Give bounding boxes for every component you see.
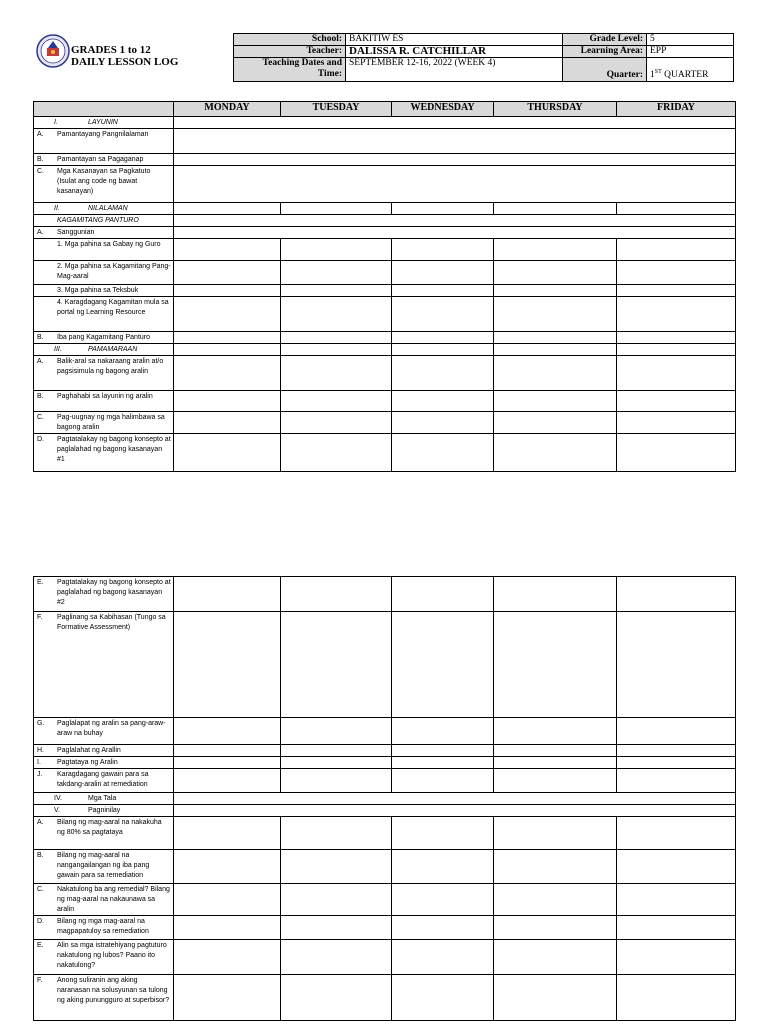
- lesson-row: [34, 434, 736, 472]
- row-text: Mga Tala: [88, 795, 117, 802]
- row-key: V.: [54, 807, 60, 814]
- row-text: Bilang ng mga mag-aaral na magpapatuloy sa remediation: [57, 918, 149, 935]
- day-entry-cell[interactable]: [617, 412, 736, 434]
- day-entry-cell[interactable]: [174, 203, 281, 215]
- row-label-cell: [34, 129, 174, 154]
- row-key: C.: [37, 886, 44, 893]
- row-key: F.: [37, 614, 43, 621]
- row-label-cell: [34, 215, 174, 227]
- lesson-row: [34, 975, 736, 1021]
- day-entry-cell[interactable]: [174, 745, 281, 757]
- row-text: Bilang ng mag-aaral na nangangailangan ng iba pang gawain para sa remediation: [57, 852, 150, 879]
- row-text: Paglalapat ng aralin sa pang-araw-araw na buhay: [57, 720, 166, 737]
- day-entry-cell[interactable]: [392, 344, 494, 356]
- day-entry-cell[interactable]: [494, 356, 617, 391]
- merged-entry-cell[interactable]: [174, 793, 736, 805]
- row-key: [34, 240, 57, 250]
- day-entry-cell[interactable]: [281, 203, 392, 215]
- row-key: H.: [37, 747, 44, 754]
- day-entry-cell[interactable]: [617, 817, 736, 850]
- quarter-value: [647, 58, 734, 82]
- row-key: J.: [37, 771, 43, 778]
- day-entry-cell[interactable]: [494, 239, 617, 261]
- row-label-cell: [34, 805, 174, 817]
- lesson-row: [34, 793, 736, 805]
- day-entry-cell[interactable]: [174, 285, 281, 297]
- row-label-cell: [34, 850, 174, 884]
- day-entry-cell[interactable]: [281, 356, 392, 391]
- row-label-cell: [34, 975, 174, 1021]
- day-entry-cell[interactable]: [174, 391, 281, 412]
- row-text: Pag-uugnay ng mga halimbawa sa bagong aralin: [57, 414, 165, 431]
- row-text: Pagtatalakay ng bagong konsepto at paglalahad ng bagong kasanayan #2: [57, 579, 171, 606]
- row-text: 2. Mga pahina sa Kagamitang Pang-Mag-aaral: [57, 263, 171, 280]
- row-key: C.: [37, 168, 44, 175]
- day-entry-cell[interactable]: [281, 434, 392, 472]
- lesson-row: [34, 166, 736, 203]
- row-label-cell: [34, 356, 174, 391]
- day-entry-cell[interactable]: [617, 916, 736, 940]
- row-text: NILALAMAN: [88, 205, 128, 212]
- row-key: A.: [37, 229, 44, 236]
- day-entry-cell[interactable]: [494, 203, 617, 215]
- row-label-cell: [34, 745, 174, 757]
- row-text: Karagdagang gawain para sa takdang-aralin at remediation: [57, 771, 149, 788]
- row-text: Pamantayan sa Pagaganap: [57, 156, 144, 163]
- day-entry-cell[interactable]: [174, 975, 281, 1021]
- learning-area-label: Learning Area:: [563, 46, 647, 58]
- lesson-row: [34, 239, 736, 261]
- day-entry-cell[interactable]: [392, 261, 494, 285]
- lesson-row: [34, 391, 736, 412]
- day-entry-cell[interactable]: [617, 612, 736, 718]
- lesson-row: [34, 344, 736, 356]
- row-label-cell: [34, 817, 174, 850]
- row-key: D.: [37, 436, 44, 443]
- lesson-row: [34, 227, 736, 239]
- day-entry-cell[interactable]: [392, 817, 494, 850]
- day-entry-cell[interactable]: [281, 577, 392, 612]
- day-entry-cell[interactable]: [281, 285, 392, 297]
- day-entry-cell[interactable]: [617, 850, 736, 884]
- lesson-row: [34, 332, 736, 344]
- lesson-row: [34, 940, 736, 975]
- day-header: FRIDAY: [617, 102, 736, 117]
- day-entry-cell[interactable]: [392, 757, 494, 769]
- row-text: Pagtatalakay ng bagong konsepto at paglalahad ng bagong kasanayan #1: [57, 436, 171, 463]
- day-entry-cell[interactable]: [392, 577, 494, 612]
- corner-cell: [34, 102, 174, 117]
- day-entry-cell[interactable]: [494, 745, 617, 757]
- row-key: A.: [37, 358, 44, 365]
- lesson-row: [34, 884, 736, 916]
- lesson-row: [34, 916, 736, 940]
- day-entry-cell[interactable]: [392, 285, 494, 297]
- day-entry-cell[interactable]: [174, 940, 281, 975]
- day-entry-cell[interactable]: [392, 391, 494, 412]
- lesson-row: [34, 261, 736, 285]
- row-label-cell: [34, 793, 174, 805]
- row-key: II.: [54, 205, 60, 212]
- day-entry-cell[interactable]: [617, 757, 736, 769]
- day-entry-cell[interactable]: [617, 261, 736, 285]
- lesson-row: [34, 718, 736, 745]
- row-label-cell: [34, 166, 174, 203]
- lesson-row: [34, 745, 736, 757]
- lesson-row: [34, 285, 736, 297]
- lesson-log-table-page1: [33, 101, 736, 472]
- day-entry-cell[interactable]: [281, 850, 392, 884]
- day-entry-cell[interactable]: [617, 884, 736, 916]
- merged-entry-cell[interactable]: [174, 227, 736, 239]
- day-entry-cell[interactable]: [494, 817, 617, 850]
- day-entry-cell[interactable]: [392, 203, 494, 215]
- day-entry-cell[interactable]: [174, 718, 281, 745]
- row-key: B.: [37, 334, 44, 341]
- form-title-line1: GRADES 1 to 12: [71, 44, 151, 56]
- day-entry-cell[interactable]: [281, 261, 392, 285]
- row-key: I.: [37, 759, 41, 766]
- lesson-log-table-page2: [33, 576, 736, 1021]
- day-entry-cell[interactable]: [174, 332, 281, 344]
- form-title: [71, 44, 178, 68]
- day-entry-cell[interactable]: [281, 332, 392, 344]
- day-entry-cell[interactable]: [494, 916, 617, 940]
- quarter-word: QUARTER: [661, 70, 709, 80]
- row-label-cell: [34, 344, 174, 356]
- row-text: Bilang ng mag-aaral na nakakuha ng 80% sa pagtataya: [57, 819, 162, 836]
- day-entry-cell[interactable]: [392, 916, 494, 940]
- row-label-cell: [34, 612, 174, 718]
- day-entry-cell[interactable]: [494, 757, 617, 769]
- row-key: [34, 298, 57, 318]
- day-entry-cell[interactable]: [174, 884, 281, 916]
- day-entry-cell[interactable]: [392, 975, 494, 1021]
- day-header: THURSDAY: [494, 102, 617, 117]
- deped-seal-logo: [36, 34, 70, 68]
- lesson-row: [34, 215, 736, 227]
- day-entry-cell[interactable]: [494, 434, 617, 472]
- row-text: 3. Mga pahina sa Teksbuk: [57, 287, 139, 294]
- row-text: Nakatulong ba ang remedial? Bilang ng mag-aaral na nakaunawa sa aralin: [57, 886, 170, 913]
- day-entry-cell[interactable]: [174, 817, 281, 850]
- row-label-cell: [34, 239, 174, 261]
- row-label-cell: [34, 412, 174, 434]
- row-key: E.: [37, 942, 44, 949]
- day-entry-cell[interactable]: [617, 769, 736, 793]
- day-entry-cell[interactable]: [617, 434, 736, 472]
- day-header: MONDAY: [174, 102, 281, 117]
- row-key: B.: [37, 393, 44, 400]
- row-text: Paglinang sa Kabihasan (Tungo sa Formative Assessment): [57, 614, 166, 631]
- row-key: [34, 216, 57, 226]
- day-entry-cell[interactable]: [392, 769, 494, 793]
- row-key: B.: [37, 156, 44, 163]
- lesson-row: [34, 817, 736, 850]
- row-text: Sanggunian: [57, 229, 95, 236]
- day-entry-cell[interactable]: [617, 975, 736, 1021]
- day-entry-cell[interactable]: [494, 344, 617, 356]
- row-key: IV.: [54, 795, 62, 802]
- day-entry-cell[interactable]: [494, 297, 617, 332]
- day-entry-cell[interactable]: [494, 769, 617, 793]
- day-entry-cell[interactable]: [617, 940, 736, 975]
- day-entry-cell[interactable]: [281, 884, 392, 916]
- row-text: Paglalahat ng Arallin: [57, 747, 121, 754]
- day-entry-cell[interactable]: [392, 612, 494, 718]
- row-label-cell: [34, 434, 174, 472]
- day-entry-cell[interactable]: [494, 577, 617, 612]
- teacher-label: Teacher:: [234, 46, 346, 58]
- merged-entry-cell[interactable]: [174, 805, 736, 817]
- day-entry-cell[interactable]: [281, 975, 392, 1021]
- row-key: F.: [37, 977, 43, 984]
- day-entry-cell[interactable]: [174, 577, 281, 612]
- day-entry-cell[interactable]: [174, 412, 281, 434]
- day-entry-cell[interactable]: [392, 940, 494, 975]
- day-entry-cell[interactable]: [494, 391, 617, 412]
- row-text: Alin sa mga istratehiyang pagtuturo nakatulong ng lubos? Paano ito nakatulong?: [57, 942, 167, 969]
- day-entry-cell[interactable]: [174, 612, 281, 718]
- row-text: Paghahabi sa layunin ng aralin: [57, 393, 153, 400]
- dates-label: Teaching Dates and Time:: [234, 58, 346, 82]
- row-text: Balik-aral sa nakaraang aralin at/o pagsisimula ng bagong aralin: [57, 358, 164, 375]
- row-label-cell: [34, 297, 174, 332]
- day-entry-cell[interactable]: [392, 332, 494, 344]
- row-key: E.: [37, 579, 44, 586]
- row-text: KAGAMITANG PANTURO: [57, 217, 139, 224]
- quarter-label: Quarter:: [563, 58, 647, 82]
- day-header: WEDNESDAY: [392, 102, 494, 117]
- row-label-cell: [34, 117, 174, 129]
- lesson-row: [34, 154, 736, 166]
- day-entry-cell[interactable]: [617, 297, 736, 332]
- day-entry-cell[interactable]: [281, 916, 392, 940]
- day-entry-cell[interactable]: [494, 975, 617, 1021]
- row-key: A.: [37, 131, 44, 138]
- dates-value: SEPTEMBER 12-16, 2022 (WEEK 4): [346, 58, 563, 82]
- header-info-table: [233, 33, 734, 82]
- lesson-row: [34, 203, 736, 215]
- day-entry-cell[interactable]: [281, 239, 392, 261]
- merged-entry-cell[interactable]: [174, 154, 736, 166]
- row-text: Mga Kasanayan sa Pagkatuto (Isulat ang code ng bawat kasanayan): [57, 168, 151, 195]
- day-entry-cell[interactable]: [392, 412, 494, 434]
- grade-level-label: Grade Level:: [563, 34, 647, 46]
- row-text: PAMAMARAAN: [88, 346, 138, 353]
- lesson-row: [34, 577, 736, 612]
- day-entry-cell[interactable]: [174, 344, 281, 356]
- row-label-cell: [34, 577, 174, 612]
- row-text: Anong suliranin ang aking naranasan na solusyunan sa tulong ng aking punungguro at superbisor?: [57, 977, 170, 1004]
- merged-entry-cell[interactable]: [174, 117, 736, 129]
- day-entry-cell[interactable]: [392, 434, 494, 472]
- day-entry-cell[interactable]: [281, 940, 392, 975]
- form-title-line2: DAILY LESSON LOG: [71, 56, 179, 68]
- day-entry-cell[interactable]: [174, 261, 281, 285]
- day-entry-cell[interactable]: [174, 757, 281, 769]
- row-label-cell: [34, 332, 174, 344]
- row-key: C.: [37, 414, 44, 421]
- row-key: I.: [54, 119, 58, 126]
- day-entry-cell[interactable]: [174, 356, 281, 391]
- merged-entry-cell[interactable]: [174, 215, 736, 227]
- day-entry-cell[interactable]: [281, 745, 392, 757]
- lesson-row: [34, 117, 736, 129]
- day-entry-cell[interactable]: [617, 285, 736, 297]
- day-entry-cell[interactable]: [174, 434, 281, 472]
- day-entry-cell[interactable]: [494, 884, 617, 916]
- lesson-row: [34, 356, 736, 391]
- row-text: LAYUNIN: [88, 119, 118, 126]
- row-key: [34, 286, 57, 296]
- day-entry-cell[interactable]: [494, 261, 617, 285]
- day-entry-cell[interactable]: [174, 297, 281, 332]
- day-entry-cell[interactable]: [392, 884, 494, 916]
- day-entry-cell[interactable]: [174, 850, 281, 884]
- lesson-row: [34, 769, 736, 793]
- row-key: [34, 262, 57, 282]
- quarter-number: 1: [650, 70, 655, 80]
- learning-area-value: EPP: [647, 46, 734, 58]
- day-entry-cell[interactable]: [494, 285, 617, 297]
- row-label-cell: [34, 227, 174, 239]
- day-entry-cell[interactable]: [392, 850, 494, 884]
- row-label-cell: [34, 391, 174, 412]
- row-text: 4. Karagdagang Kagamitan mula sa portal ng Learning Resource: [57, 299, 169, 316]
- school-label: School:: [234, 34, 346, 46]
- merged-entry-cell[interactable]: [174, 166, 736, 203]
- row-label-cell: [34, 154, 174, 166]
- school-value: BAKITIW ES: [346, 34, 563, 46]
- day-entry-cell[interactable]: [617, 344, 736, 356]
- day-entry-cell[interactable]: [617, 239, 736, 261]
- merged-entry-cell[interactable]: [174, 129, 736, 154]
- row-key: III.: [54, 346, 62, 353]
- row-key: A.: [37, 819, 44, 826]
- row-key: D.: [37, 918, 44, 925]
- day-entry-cell[interactable]: [494, 332, 617, 344]
- day-entry-cell[interactable]: [281, 769, 392, 793]
- lesson-row: [34, 129, 736, 154]
- lesson-row: [34, 612, 736, 718]
- day-header-row: [34, 102, 736, 117]
- day-entry-cell[interactable]: [494, 612, 617, 718]
- row-label-cell: [34, 940, 174, 975]
- row-label-cell: [34, 718, 174, 745]
- lesson-row: [34, 297, 736, 332]
- day-entry-cell[interactable]: [392, 356, 494, 391]
- day-entry-cell[interactable]: [281, 297, 392, 332]
- quarter-suffix: ST: [654, 68, 662, 75]
- day-entry-cell[interactable]: [281, 757, 392, 769]
- row-label-cell: [34, 769, 174, 793]
- day-entry-cell[interactable]: [494, 940, 617, 975]
- day-entry-cell[interactable]: [494, 718, 617, 745]
- day-entry-cell[interactable]: [617, 391, 736, 412]
- row-label-cell: [34, 757, 174, 769]
- day-entry-cell[interactable]: [392, 239, 494, 261]
- day-entry-cell[interactable]: [617, 745, 736, 757]
- day-entry-cell[interactable]: [281, 412, 392, 434]
- day-header: TUESDAY: [281, 102, 392, 117]
- day-entry-cell[interactable]: [617, 718, 736, 745]
- day-entry-cell[interactable]: [281, 612, 392, 718]
- day-entry-cell[interactable]: [617, 356, 736, 391]
- row-text: Iba pang Kagamitang Panturo: [57, 334, 151, 341]
- day-entry-cell[interactable]: [617, 203, 736, 215]
- lesson-row: [34, 757, 736, 769]
- row-text: Pagninilay: [88, 807, 121, 814]
- lesson-row: [34, 850, 736, 884]
- row-label-cell: [34, 285, 174, 297]
- day-entry-cell[interactable]: [281, 817, 392, 850]
- day-entry-cell[interactable]: [281, 718, 392, 745]
- row-text: 1. Mga pahina sa Gabay ng Guro: [57, 241, 161, 248]
- day-entry-cell[interactable]: [494, 850, 617, 884]
- row-key: G.: [37, 720, 45, 727]
- day-entry-cell[interactable]: [392, 718, 494, 745]
- day-entry-cell[interactable]: [494, 412, 617, 434]
- grade-level-value: 5: [647, 34, 734, 46]
- day-entry-cell[interactable]: [281, 391, 392, 412]
- day-entry-cell[interactable]: [174, 239, 281, 261]
- row-text: Pamantayang Pangnilalaman: [57, 131, 149, 138]
- row-label-cell: [34, 884, 174, 916]
- lesson-row: [34, 412, 736, 434]
- day-entry-cell[interactable]: [174, 916, 281, 940]
- row-key: B.: [37, 852, 44, 859]
- row-label-cell: [34, 261, 174, 285]
- lesson-row: [34, 805, 736, 817]
- day-entry-cell[interactable]: [281, 344, 392, 356]
- day-entry-cell[interactable]: [392, 297, 494, 332]
- day-entry-cell[interactable]: [617, 577, 736, 612]
- row-label-cell: [34, 203, 174, 215]
- day-entry-cell[interactable]: [617, 332, 736, 344]
- teacher-value: DALISSA R. CATCHILLAR: [346, 46, 563, 58]
- day-entry-cell[interactable]: [392, 745, 494, 757]
- day-entry-cell[interactable]: [174, 769, 281, 793]
- row-label-cell: [34, 916, 174, 940]
- row-text: Pagtataya ng Aralin: [57, 759, 118, 766]
